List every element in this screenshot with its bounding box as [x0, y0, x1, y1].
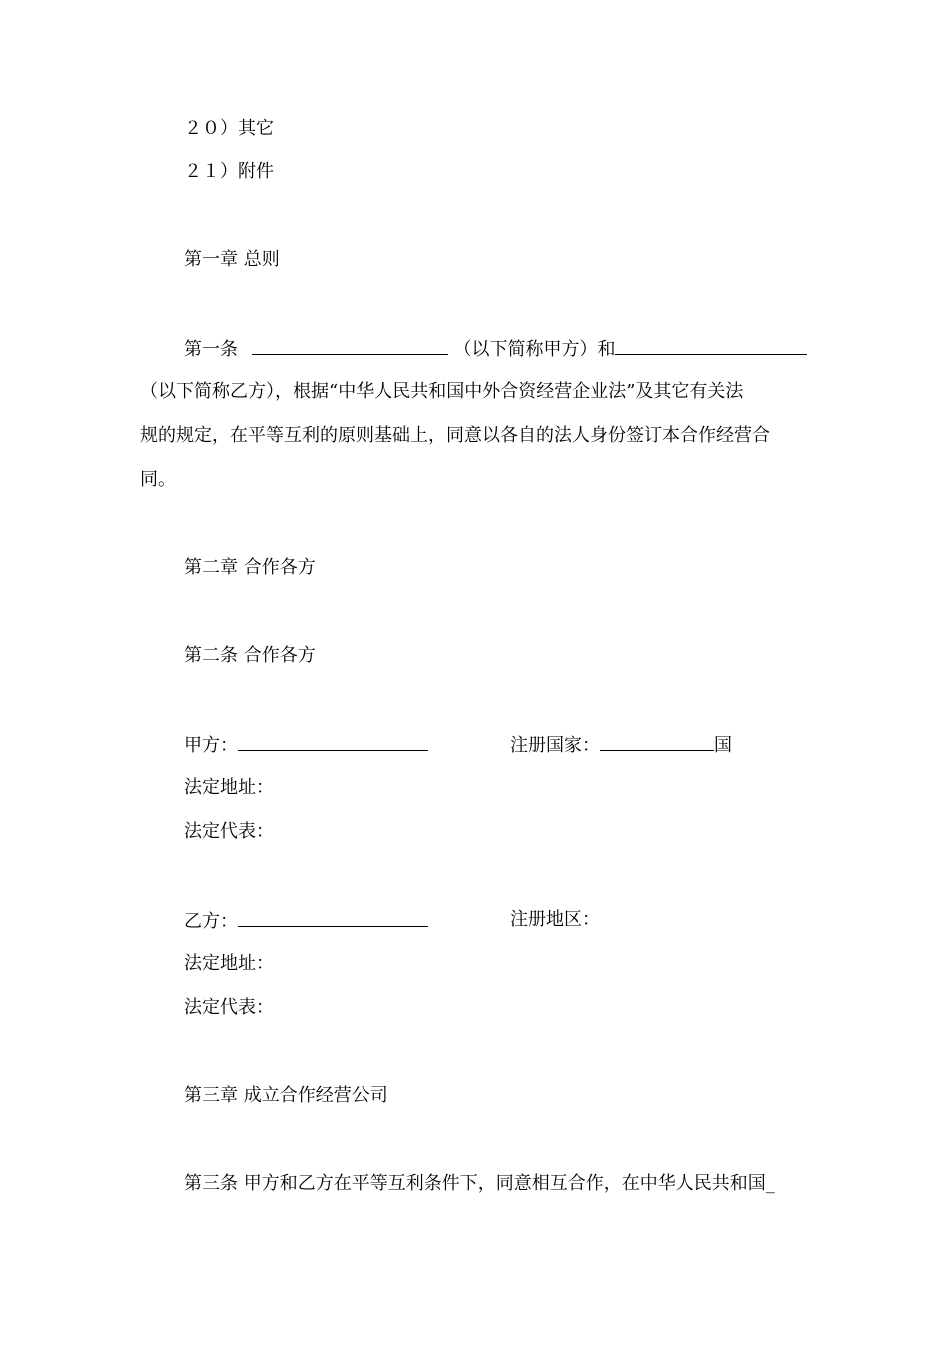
- party-a-rep-label: 法定代表：: [184, 821, 274, 842]
- list-item-21: ２１）附件: [184, 161, 274, 182]
- article-1-mid-text: （以下简称甲方）和: [453, 339, 616, 360]
- article-1-line-3: 规的规定，在平等互利的原则基础上，同意以各自的法人身份签订本合作经营合: [140, 425, 770, 446]
- party-b-name-blank[interactable]: [615, 336, 807, 355]
- article-1-first-line: [184, 336, 807, 362]
- article-3-text: 第三条 甲方和乙方在平等互利条件下，同意相互合作，在中华人民共和国_: [184, 1173, 775, 1194]
- chapter-1-title: 第一章 总则: [184, 249, 280, 270]
- party-a-country-row: [510, 732, 732, 758]
- article-1-label: 第一条: [184, 339, 238, 360]
- article-2-title: 第二条 合作各方: [184, 645, 316, 666]
- party-a-label: 甲方：: [184, 735, 238, 756]
- party-a-name-blank[interactable]: [252, 336, 448, 355]
- list-item-20: ２０）其它: [184, 118, 274, 139]
- party-a-blank[interactable]: [238, 732, 428, 751]
- party-a-country-suffix: 国: [714, 735, 732, 756]
- party-a-country-label: 注册国家：: [510, 735, 600, 756]
- chapter-3-title: 第三章 成立合作经营公司: [184, 1085, 388, 1106]
- party-b-blank[interactable]: [238, 908, 428, 927]
- party-b-region-label: 注册地区：: [510, 909, 600, 930]
- party-a-address-label: 法定地址：: [184, 777, 274, 798]
- party-a-row: [184, 732, 428, 758]
- party-b-rep-label: 法定代表：: [184, 997, 274, 1018]
- article-1-line-4: 同。: [140, 469, 176, 490]
- party-a-country-blank[interactable]: [600, 732, 714, 751]
- chapter-2-title: 第二章 合作各方: [184, 557, 316, 578]
- party-b-row: [184, 908, 428, 934]
- party-b-label: 乙方：: [184, 911, 238, 932]
- article-1-line-2: （以下简称乙方），根据“中华人民共和国中外合资经营企业法”及其它有关法: [140, 381, 744, 402]
- party-b-address-label: 法定地址：: [184, 953, 274, 974]
